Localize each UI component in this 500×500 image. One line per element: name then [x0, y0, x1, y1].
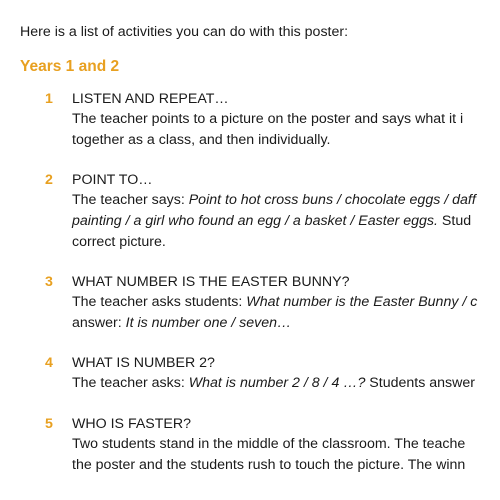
text-run: the poster and the students rush to touch the picture. The winn	[72, 457, 466, 473]
activity-title: WHAT NUMBER IS THE EASTER BUNNY?	[72, 274, 350, 290]
activity-text-line	[72, 315, 291, 331]
activity-text-line	[72, 375, 475, 391]
activity-number: 1	[45, 91, 53, 107]
activity-number: 5	[45, 416, 53, 432]
text-run: The teacher asks:	[72, 375, 189, 391]
text-run: The teacher asks students:	[72, 294, 247, 310]
text-run: correct picture.	[72, 234, 166, 250]
text-run: The teacher points to a picture on the poster and says what it i	[72, 111, 464, 127]
section-heading: Years 1 and 2	[20, 58, 120, 75]
intro-text: Here is a list of activities you can do with this poster:	[20, 24, 349, 40]
activity-number: 4	[45, 355, 53, 371]
activity-text-line	[72, 234, 166, 250]
text-run-italic: What number is the Easter Bunny / c	[246, 294, 478, 310]
activity-title: LISTEN AND REPEAT…	[72, 91, 229, 107]
activity-title: POINT TO…	[72, 172, 153, 188]
text-run-italic: What is number 2 / 8 / 4 …?	[188, 375, 366, 391]
text-run-italic: Point to hot cross buns / chocolate eggs / daff	[188, 192, 476, 208]
text-run: Students answer	[365, 375, 475, 391]
text-run: Two students stand in the middle of the classroom. The teache	[72, 436, 466, 452]
text-run: together as a class, and then individually.	[72, 132, 331, 148]
activity-text-line	[72, 294, 477, 310]
activity-title: WHO IS FASTER?	[72, 416, 192, 432]
activity-text-line	[72, 457, 465, 473]
activity-number: 2	[45, 172, 53, 188]
text-run: The teacher says:	[72, 192, 189, 208]
activity-title: WHAT IS NUMBER 2?	[72, 355, 215, 371]
text-run-italic: It is number one / seven…	[125, 315, 292, 331]
text-run: Stud	[437, 213, 472, 229]
activity-text-line	[72, 192, 476, 208]
activity-number: 3	[45, 274, 53, 290]
activity-text-line	[72, 111, 463, 127]
activity-text-line	[72, 213, 471, 229]
text-run: answer:	[72, 315, 126, 331]
activity-text-line	[72, 132, 330, 148]
text-run-italic: painting / a girl who found an egg / a basket / Easter eggs.	[72, 213, 438, 229]
activity-text-line	[72, 436, 465, 452]
